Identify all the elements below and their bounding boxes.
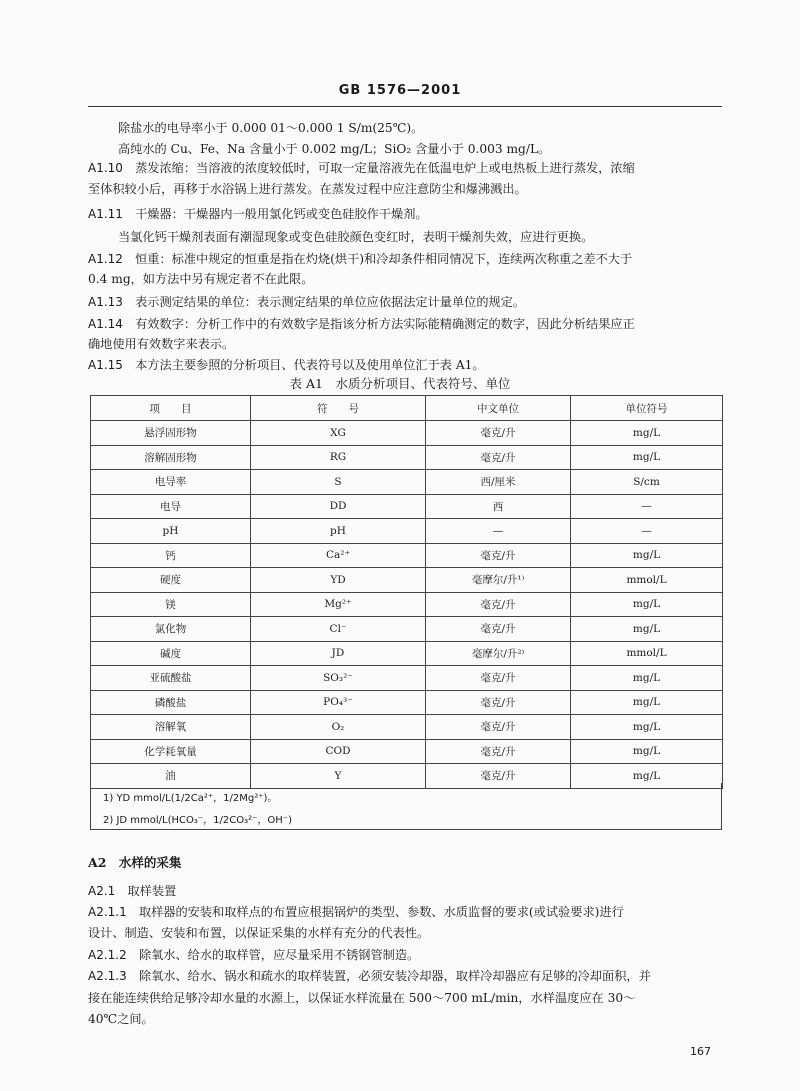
clause-number: A1.11 — [88, 207, 123, 221]
table-cell: — — [571, 519, 723, 544]
table-cell: 碱度 — [91, 641, 251, 666]
paragraph-text: 恒重：标准中规定的恒重是指在灼烧(烘干)和冷却条件相同情况下，连续两次称重之差不大于 — [135, 252, 633, 266]
table-cell: 悬浮固形物 — [91, 421, 251, 446]
table-cell: Mg²⁺ — [251, 592, 426, 617]
table-cell: 磷酸盐 — [91, 690, 251, 715]
paragraph-text: 当氯化钙干燥剂表面有潮湿现象或变色硅胶颜色变红时，表明干燥剂失效，应进行更换。 — [118, 230, 594, 244]
table-title: 表 A1 水质分析项目、代表符号、单位 — [289, 376, 511, 391]
table-cell: 西/厘米 — [426, 470, 571, 495]
paragraph-text: 蒸发浓缩：当溶液的浓度较低时，可取一定量溶液先在低温电炉上或电热板上进行蒸发，浓缩 — [135, 161, 635, 175]
table-cell: XG — [251, 421, 426, 446]
table-cell: mmol/L — [571, 641, 723, 666]
section-line — [88, 904, 722, 920]
table-cell: mg/L — [571, 543, 723, 568]
table-cell: 镁 — [91, 592, 251, 617]
table-cell: 电导率 — [91, 470, 251, 495]
table-header-cell: 项 目 — [91, 396, 251, 421]
table-cell: 亚硫酸盐 — [91, 666, 251, 691]
paragraph-line — [88, 206, 722, 222]
table-cell: SO₃²⁻ — [251, 666, 426, 691]
footnote-1: 1) YD mmol/L(1/2Ca²⁺，1/2Mg²⁺)。 — [103, 793, 278, 804]
paragraph-text: 有效数字：分析工作中的有效数字是指该分析方法实际能精确测定的数字，因此分析结果应正 — [135, 317, 635, 331]
clause-number: A1.10 — [88, 161, 123, 175]
table-cell: 毫克/升 — [426, 592, 571, 617]
table-cell: 化学耗氧量 — [91, 739, 251, 764]
table-cell: DD — [251, 494, 426, 519]
paragraph-text: 表示测定结果的单位：表示测定结果的单位应依据法定计量单位的规定。 — [135, 295, 526, 309]
table-cell: O₂ — [251, 715, 426, 740]
table-cell: 钙 — [91, 543, 251, 568]
table-row — [91, 445, 723, 470]
table-cell: 毫克/升 — [426, 764, 571, 789]
paragraph-text: 至体积较小后，再移于水浴锅上进行蒸发。在蒸发过程中应注意防尘和爆沸溅出。 — [88, 182, 527, 196]
table-cell: mg/L — [571, 715, 723, 740]
paragraph-line — [88, 336, 722, 352]
table-cell: mg/L — [571, 764, 723, 789]
table-cell: 毫克/升 — [426, 739, 571, 764]
paragraph-text: 0.4 mg，如方法中另有规定者不在此限。 — [88, 272, 314, 286]
table-row — [91, 617, 723, 642]
table-header-row — [91, 396, 723, 421]
paragraph-line — [88, 357, 722, 373]
paragraph-line — [88, 271, 722, 287]
section-heading: A2 水样的采集 — [88, 855, 182, 870]
table-cell: mg/L — [571, 592, 723, 617]
table-cell: 毫克/升 — [426, 421, 571, 446]
table-cell: mg/L — [571, 445, 723, 470]
paragraph-line — [88, 229, 752, 245]
table-cell: mg/L — [571, 739, 723, 764]
table-row — [91, 739, 723, 764]
table-cell: Y — [251, 764, 426, 789]
table-cell: 毫克/升 — [426, 666, 571, 691]
table-cell: Ca²⁺ — [251, 543, 426, 568]
section-line — [88, 990, 722, 1006]
table-cell: 毫克/升 — [426, 445, 571, 470]
section-text: 除氧水、给水的取样管，应尽量采用不锈钢管制造。 — [138, 948, 420, 962]
section-line — [88, 947, 722, 963]
paragraph-line — [88, 141, 752, 157]
clause-number: A2.1.2 — [88, 948, 127, 962]
table-cell: mg/L — [571, 666, 723, 691]
clause-number: A1.12 — [88, 252, 123, 266]
clause-number: A1.15 — [88, 358, 123, 372]
paragraph-line — [88, 160, 722, 176]
section-text: 除氧水、给水、锅水和疏水的取样装置，必须安装冷却器，取样冷却器应有足够的冷却面积，并 — [138, 969, 651, 983]
table-row — [91, 641, 723, 666]
section-text: 接在能连续供给足够冷却水量的水源上，以保证水样流量在 500～700 mL/min，水样温度应在 30～ — [88, 991, 636, 1005]
table-row — [91, 568, 723, 593]
table-cell: mg/L — [571, 617, 723, 642]
table-row — [91, 715, 723, 740]
paragraph-text: 除盐水的电导率小于 0.000 01～0.000 1 S/m(25℃)。 — [118, 121, 424, 135]
section-line — [88, 883, 722, 899]
paragraph-line — [88, 181, 722, 197]
section-text: 设计、制造、安装和布置，以保证采集的水样有充分的代表性。 — [88, 926, 430, 940]
paragraph-text: 本方法主要参照的分析项目、代表符号以及使用单位汇于表 A1。 — [135, 358, 485, 372]
table-cell: 溶解氧 — [91, 715, 251, 740]
table-cell: 毫摩尔/升²⁾ — [426, 641, 571, 666]
table-cell: YD — [251, 568, 426, 593]
table-cell: COD — [251, 739, 426, 764]
table-row — [91, 494, 723, 519]
clause-number: A2.1.1 — [88, 905, 127, 919]
table-cell: pH — [91, 519, 251, 544]
table-cell: 硬度 — [91, 568, 251, 593]
section-text: 取样装置 — [127, 884, 177, 898]
table-cell: — — [426, 519, 571, 544]
table-cell: 毫克/升 — [426, 543, 571, 568]
paragraph-text: 干燥器：干燥器内一般用氯化钙或变色硅胶作干燥剂。 — [135, 207, 428, 221]
table-row — [91, 666, 723, 691]
table-cell: 西 — [426, 494, 571, 519]
table-cell: pH — [251, 519, 426, 544]
table-header-cell: 符 号 — [251, 396, 426, 421]
table-row — [91, 421, 723, 446]
footnote-2: 2) JD mmol/L(HCO₃⁻，1/2CO₃²⁻，OH⁻) — [103, 815, 292, 826]
clause-number: A1.14 — [88, 317, 123, 331]
table-row — [91, 592, 723, 617]
clause-number: A2.1 — [88, 884, 116, 898]
section-line — [88, 925, 722, 941]
table-cell: 毫摩尔/升¹⁾ — [426, 568, 571, 593]
table-cell: S — [251, 470, 426, 495]
table-cell: mmol/L — [571, 568, 723, 593]
table-cell: 溶解固形物 — [91, 445, 251, 470]
table-cell: 毫克/升 — [426, 690, 571, 715]
section-text: 40℃之间。 — [88, 1012, 154, 1026]
table-cell: 电导 — [91, 494, 251, 519]
table-header-cell: 单位符号 — [571, 396, 723, 421]
table-cell: 氯化物 — [91, 617, 251, 642]
table-cell: S/cm — [571, 470, 723, 495]
page-number: 167 — [690, 1045, 711, 1058]
table-cell: RG — [251, 445, 426, 470]
table-row — [91, 519, 723, 544]
table-cell: PO₄³⁻ — [251, 690, 426, 715]
table-footnotes — [90, 783, 722, 830]
table-cell: JD — [251, 641, 426, 666]
section-line — [88, 1011, 722, 1027]
paragraph-line — [88, 294, 722, 310]
table-row — [91, 543, 723, 568]
clause-number: A1.13 — [88, 295, 123, 309]
table-row — [91, 470, 723, 495]
paragraph-line — [88, 316, 722, 332]
section-line — [88, 968, 722, 984]
water-analysis-table — [90, 395, 723, 789]
table-cell: Cl⁻ — [251, 617, 426, 642]
table-cell: — — [571, 494, 723, 519]
paragraph-text: 高纯水的 Cu、Fe、Na 含量小于 0.002 mg/L；SiO₂ 含量小于 0.003 mg/L。 — [118, 142, 551, 156]
header-rule — [88, 106, 722, 107]
table-header-cell: 中文单位 — [426, 396, 571, 421]
table-cell: mg/L — [571, 690, 723, 715]
table-cell: mg/L — [571, 421, 723, 446]
table-cell: 毫克/升 — [426, 715, 571, 740]
table-cell: 油 — [91, 764, 251, 789]
table-cell: 毫克/升 — [426, 617, 571, 642]
paragraph-text: 确地使用有效数字来表示。 — [88, 337, 235, 351]
paragraph-line — [88, 120, 752, 136]
clause-number: A2.1.3 — [88, 969, 127, 983]
table-row — [91, 690, 723, 715]
section-text: 取样器的安装和取样点的布置应根据锅炉的类型、参数、水质监督的要求(或试验要求)进行 — [138, 905, 624, 919]
paragraph-line — [88, 251, 722, 267]
page-header: GB 1576—2001 — [338, 83, 462, 98]
table-body — [91, 421, 723, 789]
